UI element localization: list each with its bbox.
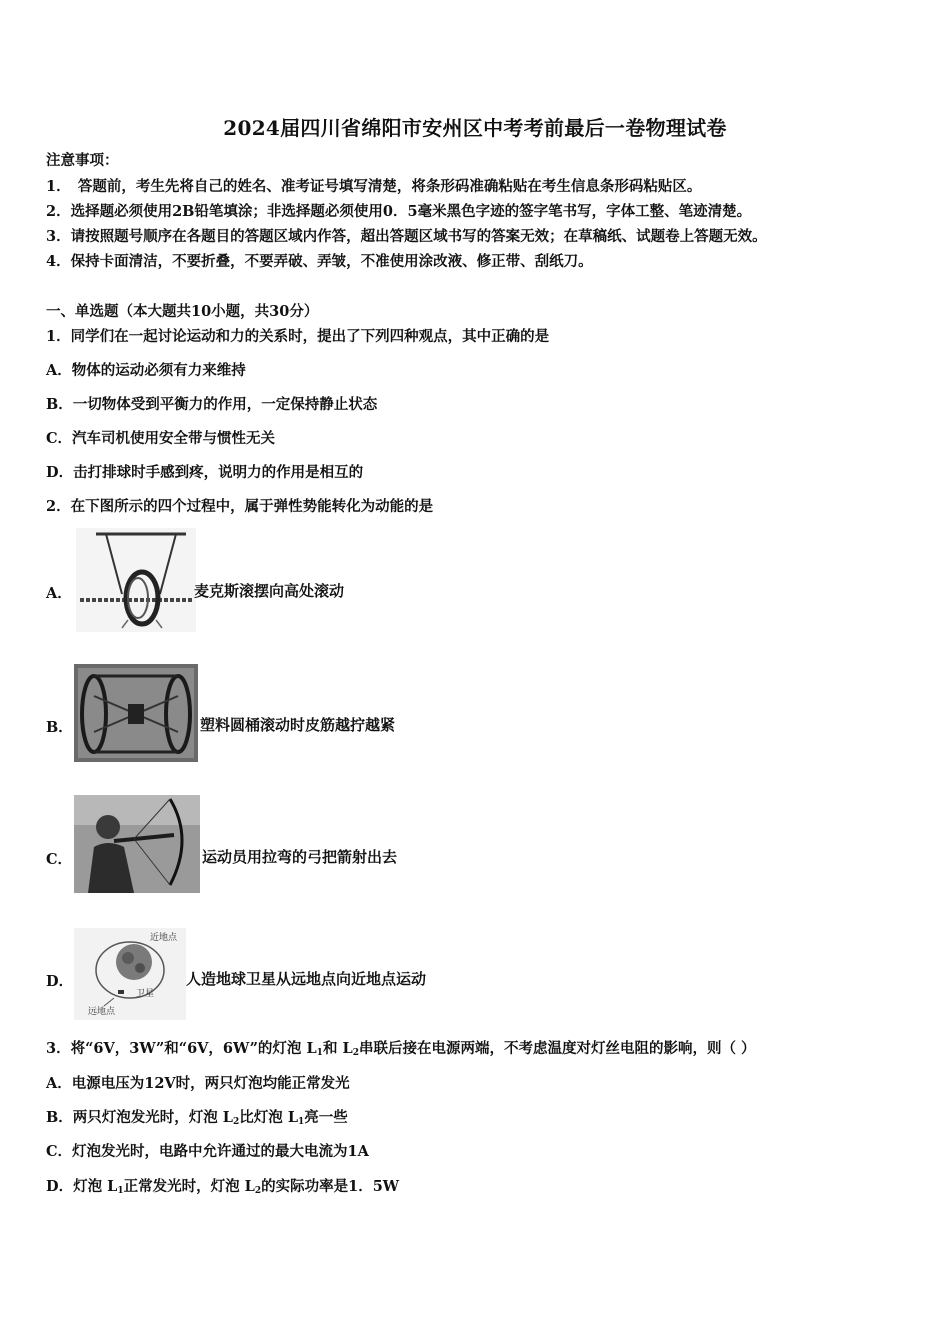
question-1-option-d: D．击打排球时手感到疼，说明力的作用是相互的 — [46, 464, 364, 481]
question-3-option-b-subscript-1: 2 — [233, 1117, 240, 1127]
notice-item-2: 2．选择题必须使用2B铅笔填涂；非选择题必须使用0．5毫米黑色字迹的签字笔书写，字体工整、笔迹清楚。 — [46, 203, 752, 220]
question-3-stem-part-3: 串联后接在电源两端，不考虑温度对灯丝电阻的影响，则（ ） — [358, 1040, 756, 1057]
question-3-option-d-subscript-1: 1 — [117, 1186, 124, 1196]
question-2-option-a-text: 麦克斯滚摆向高处滚动 — [194, 582, 345, 600]
question-3-option-b-subscript-2: 1 — [298, 1117, 305, 1127]
question-2-option-c-letter: C． — [46, 851, 73, 868]
question-3-stem-part-2: 和 L — [322, 1040, 353, 1057]
notice-item-1: 1． 答题前，考生先将自己的姓名、准考证号填写清楚，将条形码准确粘贴在考生信息条形码粘贴区。 — [46, 178, 702, 195]
question-2-option-d-text: 人造地球卫星从远地点向近地点运动 — [186, 970, 427, 988]
question-2-option-b-letter: B． — [46, 719, 73, 736]
question-3-option-d-subscript-2: 2 — [254, 1186, 262, 1196]
plastic-barrel-figure — [74, 664, 198, 762]
question-2-stem: 2．在下图所示的四个过程中，属于弹性势能转化为动能的是 — [46, 498, 434, 515]
page-title: 2024届四川省绵阳市安州区中考考前最后一卷物理试卷 — [223, 116, 727, 140]
question-3-subscript-2: 2 — [352, 1048, 359, 1058]
question-3-subscript-1: 1 — [316, 1048, 323, 1058]
satellite-label: 卫星 — [136, 989, 155, 999]
question-1-option-c: C．汽车司机使用安全带与惯性无关 — [46, 430, 276, 447]
notice-item-3: 3．请按照题号顺序在各题目的答题区域内作答，超出答题区域书写的答案无效；在草稿纸、试题卷上答题无效。 — [46, 228, 767, 245]
question-1-stem: 1．同学们在一起讨论运动和力的关系时，提出了下列四种观点，其中正确的是 — [46, 328, 550, 345]
question-3-option-a: A．电源电压为12V时，两只灯泡均能正常发光 — [46, 1075, 350, 1092]
question-2-option-b-text: 塑料圆桶滚动时皮筋越拧越紧 — [200, 716, 396, 734]
archer-figure — [74, 795, 200, 893]
satellite-orbit-figure — [74, 928, 186, 1020]
question-3-option-b-part-1: B．两只灯泡发光时，灯泡 L — [46, 1109, 233, 1126]
maxwell-wheel-figure — [76, 528, 196, 632]
question-3-stem — [46, 1040, 756, 1062]
question-1-option-a: A．物体的运动必须有力来维持 — [46, 362, 246, 379]
question-1-option-b: B．一切物体受到平衡力的作用，一定保持静止状态 — [46, 396, 378, 413]
question-2-option-d-letter: D． — [46, 973, 74, 990]
question-3-option-d-part-2: 正常发光时，灯泡 L — [123, 1178, 255, 1195]
question-3-option-b — [46, 1109, 348, 1131]
question-3-stem-part-1: 3．将“6V，3W”和“6V，6W”的灯泡 L — [46, 1040, 317, 1057]
question-2-option-c-text: 运动员用拉弯的弓把箭射出去 — [202, 848, 398, 866]
question-3-option-d-part-1: D．灯泡 L — [46, 1178, 118, 1195]
near-point-label: 近地点 — [150, 933, 178, 943]
notice-heading: 注意事项： — [46, 152, 119, 169]
question-3-option-d-part-3: 的实际功率是1．5W — [261, 1178, 400, 1195]
section-heading: 一、单选题（本大题共10小题，共30分） — [46, 303, 319, 320]
question-3-option-b-part-3: 亮一些 — [304, 1109, 348, 1126]
question-3-option-c: C．灯泡发光时，电路中允许通过的最大电流为1A — [46, 1143, 369, 1160]
notice-item-4: 4．保持卡面清洁，不要折叠，不要弄破、弄皱，不准使用涂改液、修正带、刮纸刀。 — [46, 253, 593, 270]
question-2-option-a-letter: A． — [46, 585, 72, 602]
question-3-option-b-part-2: 比灯泡 L — [239, 1109, 299, 1126]
question-3-option-d — [46, 1178, 399, 1200]
far-point-label: 远地点 — [88, 1007, 116, 1017]
